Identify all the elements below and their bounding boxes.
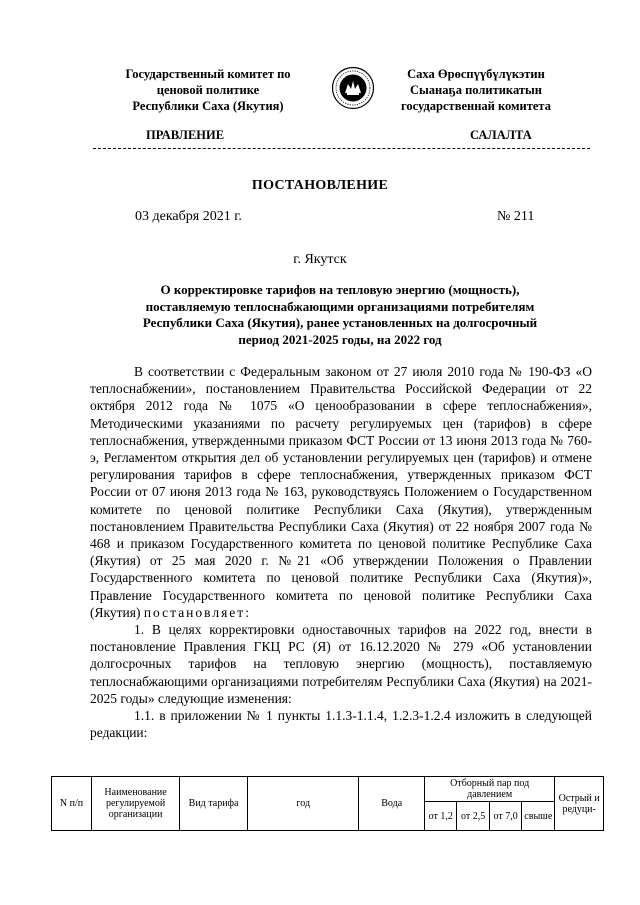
table-header-steam: Отборный пар под давлением bbox=[424, 777, 554, 802]
header-right-line-1: Саха Өрөспүүбүлүкэтин bbox=[407, 67, 545, 81]
subject-line-3: Республики Саха (Якутия), ранее установленных на долгосрочный bbox=[142, 315, 538, 330]
table-header-steam-sub-3: от 7,0 bbox=[489, 802, 521, 831]
header-divider bbox=[93, 148, 590, 149]
table-header-steam-sub-1: от 1,2 bbox=[424, 802, 456, 831]
header-left-line-1: Государственный комитет по bbox=[125, 67, 291, 81]
document-body bbox=[90, 363, 592, 741]
clause-1-paragraph: 1. В целях корректировки одноставочных тарифов на 2022 год, внести в постановление Правления ГКЦ РС (Я) от 16.12.2020 № 279 «Об установлении долгосрочных тарифов на тепловую энергию (мощность), поставляемую теплоснабжающими организациями потребителям Республики Саха (Якутия) на 2021-2025 годы» следующие изменения: bbox=[90, 622, 592, 706]
table-header-water: Вода bbox=[359, 777, 425, 831]
board-label-yakut: САЛАЛТА bbox=[470, 128, 532, 142]
preamble-paragraph bbox=[90, 363, 592, 621]
document-title: ПОСТАНОВЛЕНИЕ bbox=[251, 178, 389, 193]
clause-1-1-paragraph: 1.1. в приложении № 1 пункты 1.1.3-1.1.4, 1.2.3-1.2.4 изложить в следующей редакции: bbox=[90, 708, 592, 741]
subject-line-2: поставляемую теплоснабжающими организациями потребителям bbox=[145, 298, 535, 314]
table-header-num: N п/п bbox=[52, 777, 92, 831]
committee-name-russian bbox=[90, 66, 326, 114]
header-left-line-2: ценовой политике bbox=[156, 83, 260, 97]
subject-line-1: О корректировке тарифов на тепловую энергию (мощность), bbox=[160, 282, 520, 297]
table-header-tariff-type: Вид тарифа bbox=[180, 777, 248, 831]
header-right-line-2: Сыанаҕа политикатын bbox=[410, 83, 542, 97]
header-left-line-3: Республики Саха (Якутия) bbox=[132, 99, 284, 113]
document-city: г. Якутск bbox=[293, 252, 347, 267]
header-right-line-3: государственнай комитета bbox=[401, 99, 551, 113]
table-header-steam-sub-4: свыше bbox=[522, 802, 555, 831]
committee-name-yakut bbox=[358, 66, 594, 114]
document-number: № 211 bbox=[497, 209, 535, 224]
document-header bbox=[0, 66, 640, 136]
table-header-organization: Наименование регулируемой организации bbox=[91, 777, 179, 831]
table-header-sharp-steam: Острый и редуци- bbox=[555, 777, 604, 831]
document-date: 03 декабря 2021 г. bbox=[135, 209, 242, 224]
table-header-steam-sub-2: от 2,5 bbox=[457, 802, 489, 831]
document-subject bbox=[95, 282, 585, 348]
resolution-keyword: постановляет: bbox=[143, 604, 251, 620]
subject-line-4: период 2021-2025 годы, на 2022 год bbox=[238, 331, 442, 347]
tariff-table bbox=[51, 776, 604, 831]
board-label-russian: ПРАВЛЕНИЕ bbox=[146, 128, 225, 142]
preamble-text: В соответствии с Федеральным законом от 27 июля 2010 года № 190-ФЗ «О теплоснабжении», постановлением Правительства Российской Федерации от 22 октября 2012 года № 1075 «О ценообразовании в сфере теплоснабжения», Методическими указаниями по расчету регулируемых цен (тарифов) в сфере теплоснабжения, утвержденными приказом ФСТ России от 13 июня 2013 года № 760-э, Регламентом открытия дел об установлении регулируемых цен (тарифов) и отмене регулирования тарифов в сфере теплоснабжения, утвержденных приказом ФСТ России от 07 июня 2013 года № 163, руководствуясь Положением о Государственном комитете по ценовой политике Республики Саха (Якутия), утвержденным постановлением Правительства Республики Саха (Якутия) от 22 ноября 2007 года № 468 и приказом Государственного комитета по ценовой политике Республике Саха (Якутия) от 25 мая 2020 г. №21 «Об утверждении Положения о Правлении Государственного комитета по ценовой политике Республики Саха (Якутия)», Правление Государственного комитета по ценовой политике Республики Саха (Якутия) bbox=[90, 364, 592, 620]
table-header-year: год bbox=[247, 777, 359, 831]
